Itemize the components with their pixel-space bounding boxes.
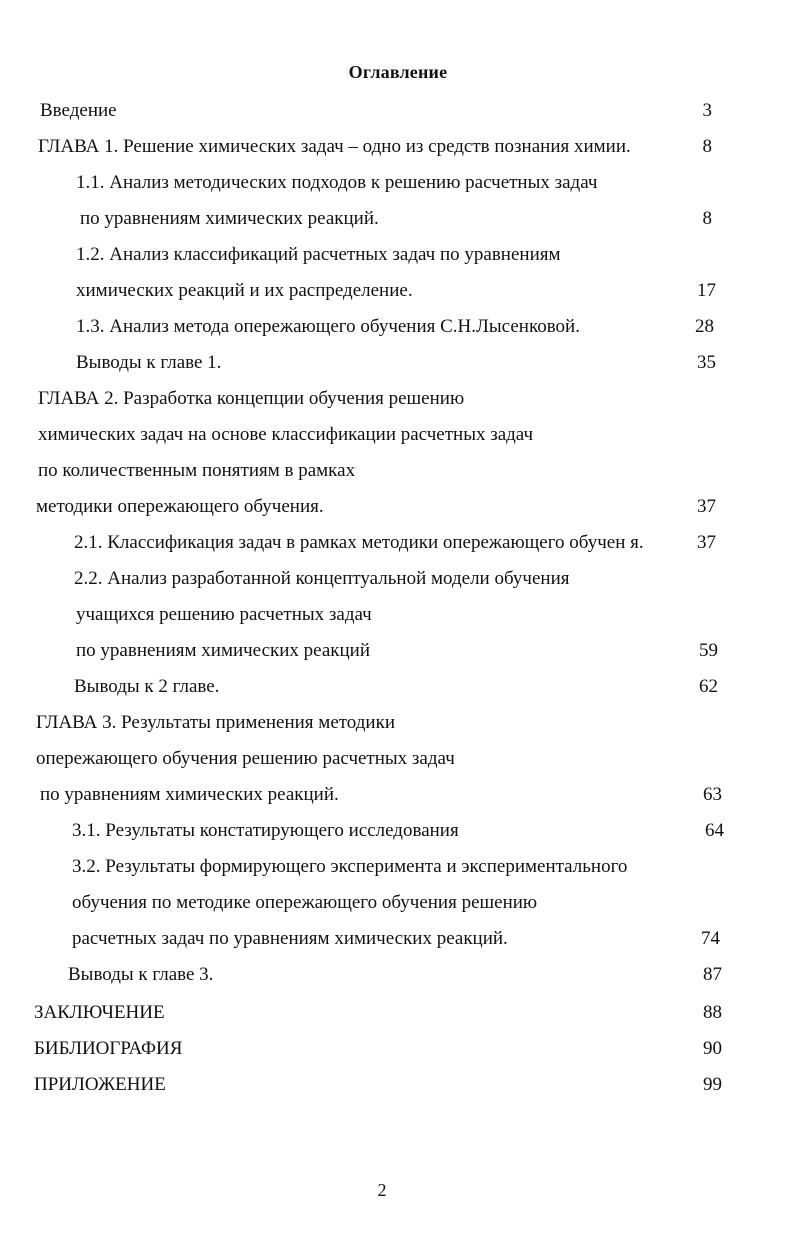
toc-page-number: 28 [695, 316, 714, 337]
toc-entry-chapter-2: ГЛАВА 2. Разработка концепции обучения решению [38, 388, 465, 409]
toc-entry-conclusions-3: Выводы к главе 3. [68, 964, 214, 985]
toc-page-number: 37 [697, 532, 716, 553]
toc-entry-section-2-2-cont: учащихся решению расчетных задач [76, 604, 372, 625]
toc-page-number: 17 [697, 280, 716, 301]
toc-entry-appendix: ПРИЛОЖЕНИЕ [34, 1074, 166, 1095]
toc-page-number: 87 [703, 964, 722, 985]
toc-entry-section-1-1: 1.1. Анализ методических подходов к решению расчетных задач [76, 172, 598, 193]
toc-entry-conclusions-2: Выводы к 2 главе. [74, 676, 220, 697]
toc-entry-section-1-3: 1.3. Анализ метода опережающего обучения С.Н.Лысенковой. [76, 316, 580, 337]
toc-entry-section-1-2-cont: химических реакций и их распределение. [76, 280, 413, 301]
toc-entry-section-3-2-cont: расчетных задач по уравнениям химических реакций. [72, 928, 508, 949]
toc-page-number: 64 [705, 820, 724, 841]
page-title: Оглавление [348, 62, 448, 82]
toc-entry-chapter-3-cont: опережающего обучения решению расчетных задач [36, 748, 455, 769]
toc-page-number: 59 [699, 640, 718, 661]
toc-page-number: 62 [699, 676, 718, 697]
toc-entry-section-1-2: 1.2. Анализ классификаций расчетных задач по уравнениям [76, 244, 561, 265]
toc-entry-chapter-3-cont: по уравнениям химических реакций. [40, 784, 339, 805]
toc-entry-bibliography: БИБЛИОГРАФИЯ [34, 1038, 183, 1059]
toc-entry-section-3-2-cont: обучения по методике опережающего обучения решению [72, 892, 538, 913]
toc-page-number: 3 [702, 100, 712, 121]
toc-entry-chapter-2-cont: химических задач на основе классификации расчетных задач [38, 424, 534, 445]
toc-page-number: 99 [703, 1074, 722, 1095]
toc-page-number: 35 [697, 352, 716, 373]
toc-entry-section-2-1: 2.1. Классификация задач в рамках методики опережающего обучен я. [74, 532, 644, 553]
toc-page-number: 74 [701, 928, 720, 949]
toc-entry-chapter-1: ГЛАВА 1. Решение химических задач – одно из средств познания химии. [38, 136, 631, 157]
page-number-footer: 2 [377, 1180, 387, 1200]
toc-page-number: 8 [702, 208, 712, 229]
toc-page-number: 37 [697, 496, 716, 517]
toc-entry-chapter-2-cont: по количественным понятиям в рамках [38, 460, 356, 481]
toc-entry-section-3-1: 3.1. Результаты констатирующего исследования [72, 820, 459, 841]
toc-entry-introduction: Введение [40, 100, 117, 121]
toc-page-number: 88 [703, 1002, 722, 1023]
toc-entry-chapter-2-cont: методики опережающего обучения. [36, 496, 324, 517]
toc-entry-conclusions-1: Выводы к главе 1. [76, 352, 222, 373]
toc-entry-chapter-3: ГЛАВА 3. Результаты применения методики [36, 712, 395, 733]
toc-entry-section-2-2-cont: по уравнениям химических реакций [76, 640, 371, 661]
toc-entry-section-3-2: 3.2. Результаты формирующего эксперимента и экспериментального [72, 856, 628, 877]
toc-entry-conclusion: ЗАКЛЮЧЕНИЕ [34, 1002, 165, 1023]
toc-page-number: 90 [703, 1038, 722, 1059]
toc-entry-section-2-2: 2.2. Анализ разработанной концептуальной модели обучения [74, 568, 570, 589]
toc-entry-section-1-1-cont: по уравнениям химических реакций. [80, 208, 379, 229]
toc-page-number: 8 [702, 136, 712, 157]
toc-page-number: 63 [703, 784, 722, 805]
